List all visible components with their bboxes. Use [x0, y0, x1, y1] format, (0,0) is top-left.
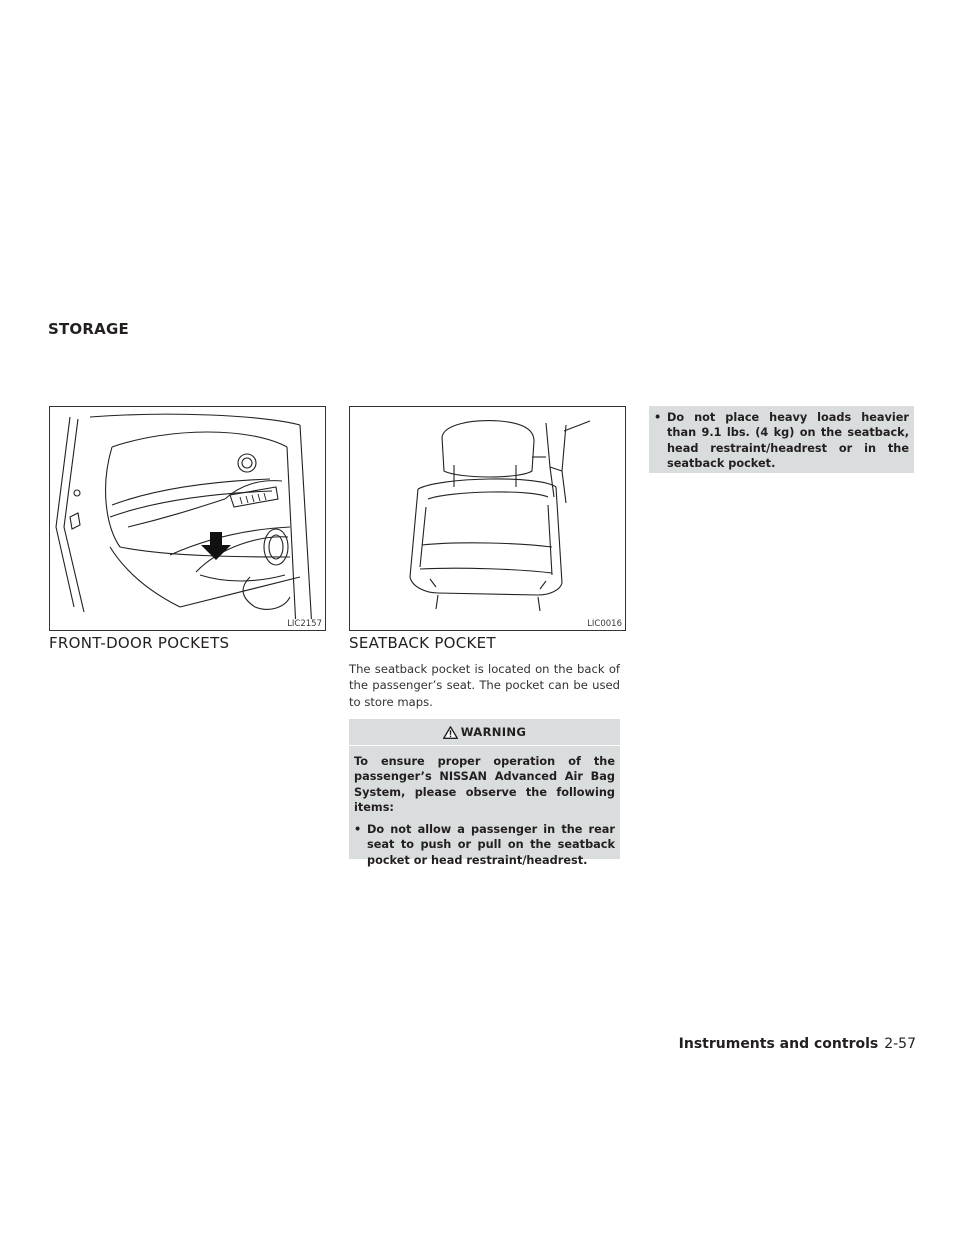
page-footer: [679, 1036, 916, 1052]
seatback-pocket-illustration: [349, 406, 626, 631]
list-item: • Do not place heavy loads heavier than 9.1 lbs. (4 kg) on the seatback, head restraint/headrest or in the seatback pocket.: [654, 411, 909, 470]
figure-code: LIC0016: [587, 619, 622, 629]
warning-continued-box: [649, 406, 914, 473]
warning-box: [349, 719, 620, 867]
seatback-pocket-heading: SEATBACK POCKET: [349, 634, 496, 652]
warning-intro: To ensure proper operation of the passenger’s NISSAN Advanced Air Bag System, please observe the following items:: [354, 755, 615, 814]
figure-code: LIC2157: [287, 619, 322, 629]
section-title: STORAGE: [48, 320, 129, 338]
warning-divider: [349, 745, 620, 746]
warning-label: WARNING: [460, 725, 527, 739]
door-drawing: [50, 407, 326, 631]
front-door-pockets-heading: FRONT-DOOR POCKETS: [49, 634, 230, 652]
seatback-pocket-description: The seatback pocket is located on the back of the passenger’s seat. The pocket can be used to store maps.: [349, 662, 620, 709]
warning-list-continued: [654, 410, 909, 471]
front-door-pocket-illustration: [49, 406, 326, 631]
list-item: • Do not allow a passenger in the rear seat to push or pull on the seatback pocket or head restraint/headrest.: [354, 823, 615, 867]
warning-list: [354, 822, 615, 868]
page-number: 2-57: [884, 1036, 916, 1052]
chapter-title: Instruments and controls: [678, 1036, 879, 1052]
warning-header: [354, 719, 615, 745]
warning-triangle-icon: [443, 726, 458, 739]
seat-drawing: [350, 407, 626, 631]
